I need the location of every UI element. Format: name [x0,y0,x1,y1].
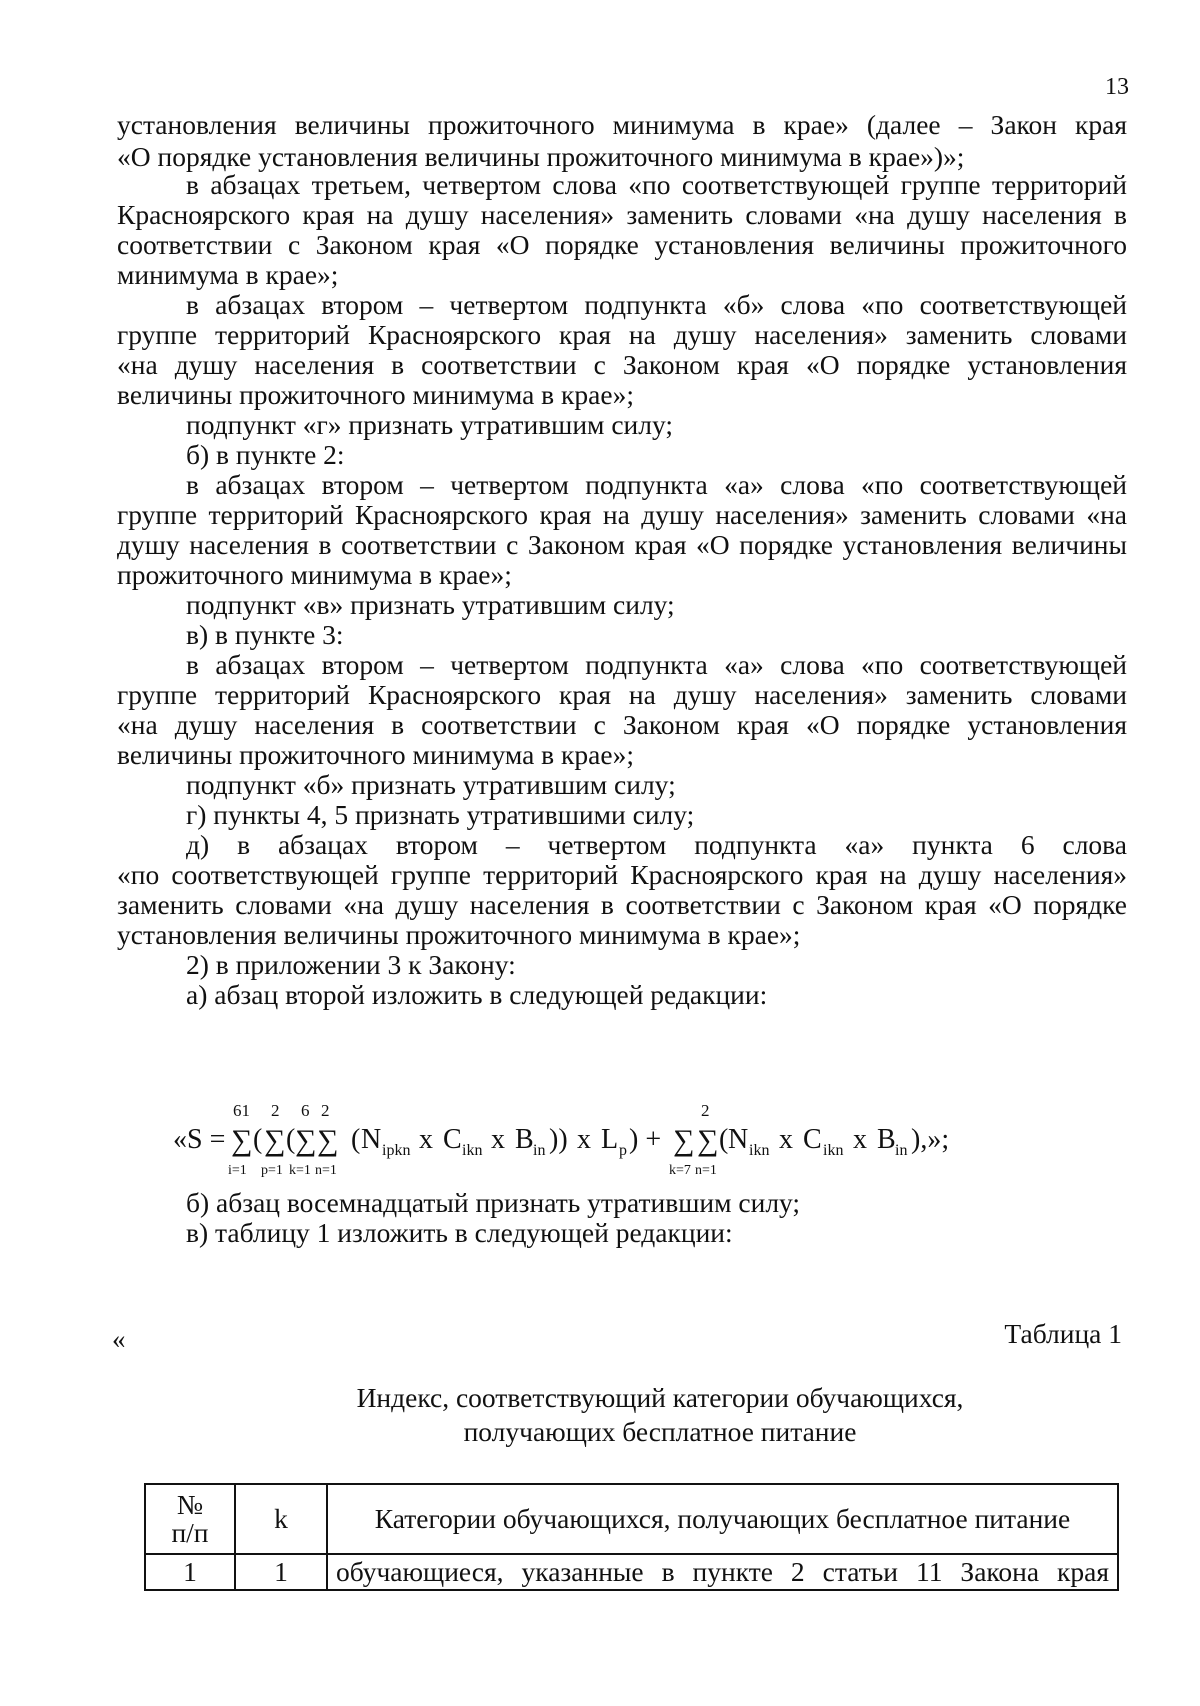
times-sign: x [419,1124,433,1155]
symbol-c: C [443,1124,462,1155]
sum-lower-limit: n=1 [695,1163,717,1178]
sigma-sign: ∑ [295,1124,317,1157]
symbol-n: N [361,1124,382,1155]
subscript: in [533,1142,546,1159]
column-header-k: k [235,1484,327,1554]
symbol-b: B [877,1124,896,1155]
sum-upper-limit: 2 [321,1101,330,1120]
text-line: установления величины прожиточного минимума в крае» (далее – Закон края [117,109,1127,140]
times-sign: x [779,1124,793,1155]
text-line: в абзацах втором – четвертом подпункта «б» слова «по соответствующей [186,289,1127,320]
text-line: а) абзац второй изложить в следующей редакции: [186,979,768,1010]
paren: ( [351,1124,361,1155]
text-line: в абзацах втором – четвертом подпункта «а» слова «по соответствующей [186,469,1127,500]
sum-upper-limit: 2 [271,1101,280,1120]
sum-upper-limit: 2 [701,1101,710,1120]
text-line: величины прожиточного минимума в крае»; [117,379,634,410]
table-title: получающих бесплатное питание [463,1416,857,1447]
table-cell: 1 [145,1554,235,1590]
formula [173,1098,1073,1188]
table-cell: обучающиеся, указанные в пункте 2 статьи 11 Закона края [327,1554,1118,1590]
table-title: Индекс, соответствующий категории обучающихся, [356,1382,964,1413]
symbol-c: C [803,1124,822,1155]
text-line: подпункт «г» признать утратившим силу; [186,409,673,440]
times-sign: x [491,1124,505,1155]
paren: ( [719,1124,729,1155]
column-header-number: № п/п [145,1484,235,1554]
text-line: д) в абзацах втором – четвертом подпункта «а» пункта 6 слова [186,829,1127,860]
text-line: Красноярского края на душу населения» заменить словами «на душу населения в [117,199,1127,230]
text-line: 2) в приложении 3 к Закону: [186,949,516,980]
text-line: в абзацах втором – четвертом подпункта «а» слова «по соответствующей [186,649,1127,680]
text-line: «на душу населения в соответствии с Законом края «О порядке установления [117,349,1127,380]
sum-lower-limit: p=1 [261,1163,283,1178]
subscript: ikn [462,1142,483,1159]
symbol-l: L [601,1124,619,1155]
text-line: подпункт «б» признать утратившим силу; [186,769,676,800]
text-line: прожиточного минимума в крае»; [117,559,512,590]
text-line: б) абзац восемнадцатый признать утратившим силу; [186,1187,801,1218]
sum-upper-limit: 6 [301,1101,310,1120]
table-cell: 1 [235,1554,327,1590]
formula-open: «S = [173,1124,226,1155]
sigma-sign: ∑ [673,1124,695,1157]
text-line: группе территорий Красноярского края на душу населения» заменить словами «на [117,499,1127,530]
text-line: душу населения в соответствии с Законом края «О порядке установления величины [117,529,1127,560]
table-label: Таблица 1 [1004,1318,1122,1349]
sum-lower-limit: k=1 [289,1163,311,1178]
subscript: ikn [749,1142,770,1159]
times-sign: x [853,1124,867,1155]
categories-table [144,1483,1119,1591]
column-header-category: Категории обучающихся, получающих бесплатное питание [327,1484,1118,1554]
text-line: в) таблицу 1 изложить в следующей редакции: [186,1217,733,1248]
times-sign: x [577,1124,591,1155]
symbol-b: B [515,1124,534,1155]
table-row [145,1554,1118,1590]
text-line: заменить словами «на душу населения в соответствии с Законом края «О порядке [117,889,1127,920]
text-line: г) пункты 4, 5 признать утратившими силу; [186,799,695,830]
sum-upper-limit: 61 [233,1101,250,1120]
text-line: подпункт «в» признать утратившим силу; [186,589,675,620]
subscript: ipkn [382,1142,411,1159]
text-line: в) в пункте 3: [186,619,344,650]
text-line: группе территорий Красноярского края на душу населения» заменить словами [117,319,1127,350]
text-line: «О порядке установления величины прожиточного минимума в крае»)»; [117,141,965,172]
symbol-n: N [728,1124,749,1155]
paren: ( [253,1124,263,1155]
text-line: группе территорий Красноярского края на душу населения» заменить словами [117,679,1127,710]
paren: ( [286,1124,296,1155]
subscript: in [895,1142,908,1159]
formula-end: ),»; [911,1124,950,1155]
sigma-sign: ∑ [231,1124,253,1157]
quote-mark: « [112,1324,126,1354]
subscript: ikn [823,1142,844,1159]
text-line: «по соответствующей группе территорий Красноярского края на душу населения» [117,859,1127,890]
text-line: в абзацах третьем, четвертом слова «по соответствующей группе территорий [186,169,1127,200]
text-line: соответствии с Законом края «О порядке установления величины прожиточного [117,229,1127,260]
sum-lower-limit: n=1 [315,1163,337,1178]
subscript: p [619,1142,627,1159]
sum-lower-limit: k=7 [669,1163,691,1178]
page-number: 13 [1105,74,1129,100]
sigma-sign: ∑ [697,1124,719,1157]
text-line: «на душу населения в соответствии с Законом края «О порядке установления [117,709,1127,740]
text-line: б) в пункте 2: [186,439,345,470]
text-line: величины прожиточного минимума в крае»; [117,739,634,770]
text-line: минимума в крае»; [117,259,339,290]
sum-lower-limit: i=1 [228,1163,247,1178]
sigma-sign: ∑ [264,1124,286,1157]
paren: )) [549,1124,568,1155]
text-line: установления величины прожиточного минимума в крае»; [117,919,801,950]
plus-sign: ) + [629,1124,662,1155]
table-header-row [145,1484,1118,1554]
sigma-sign: ∑ [317,1124,339,1157]
